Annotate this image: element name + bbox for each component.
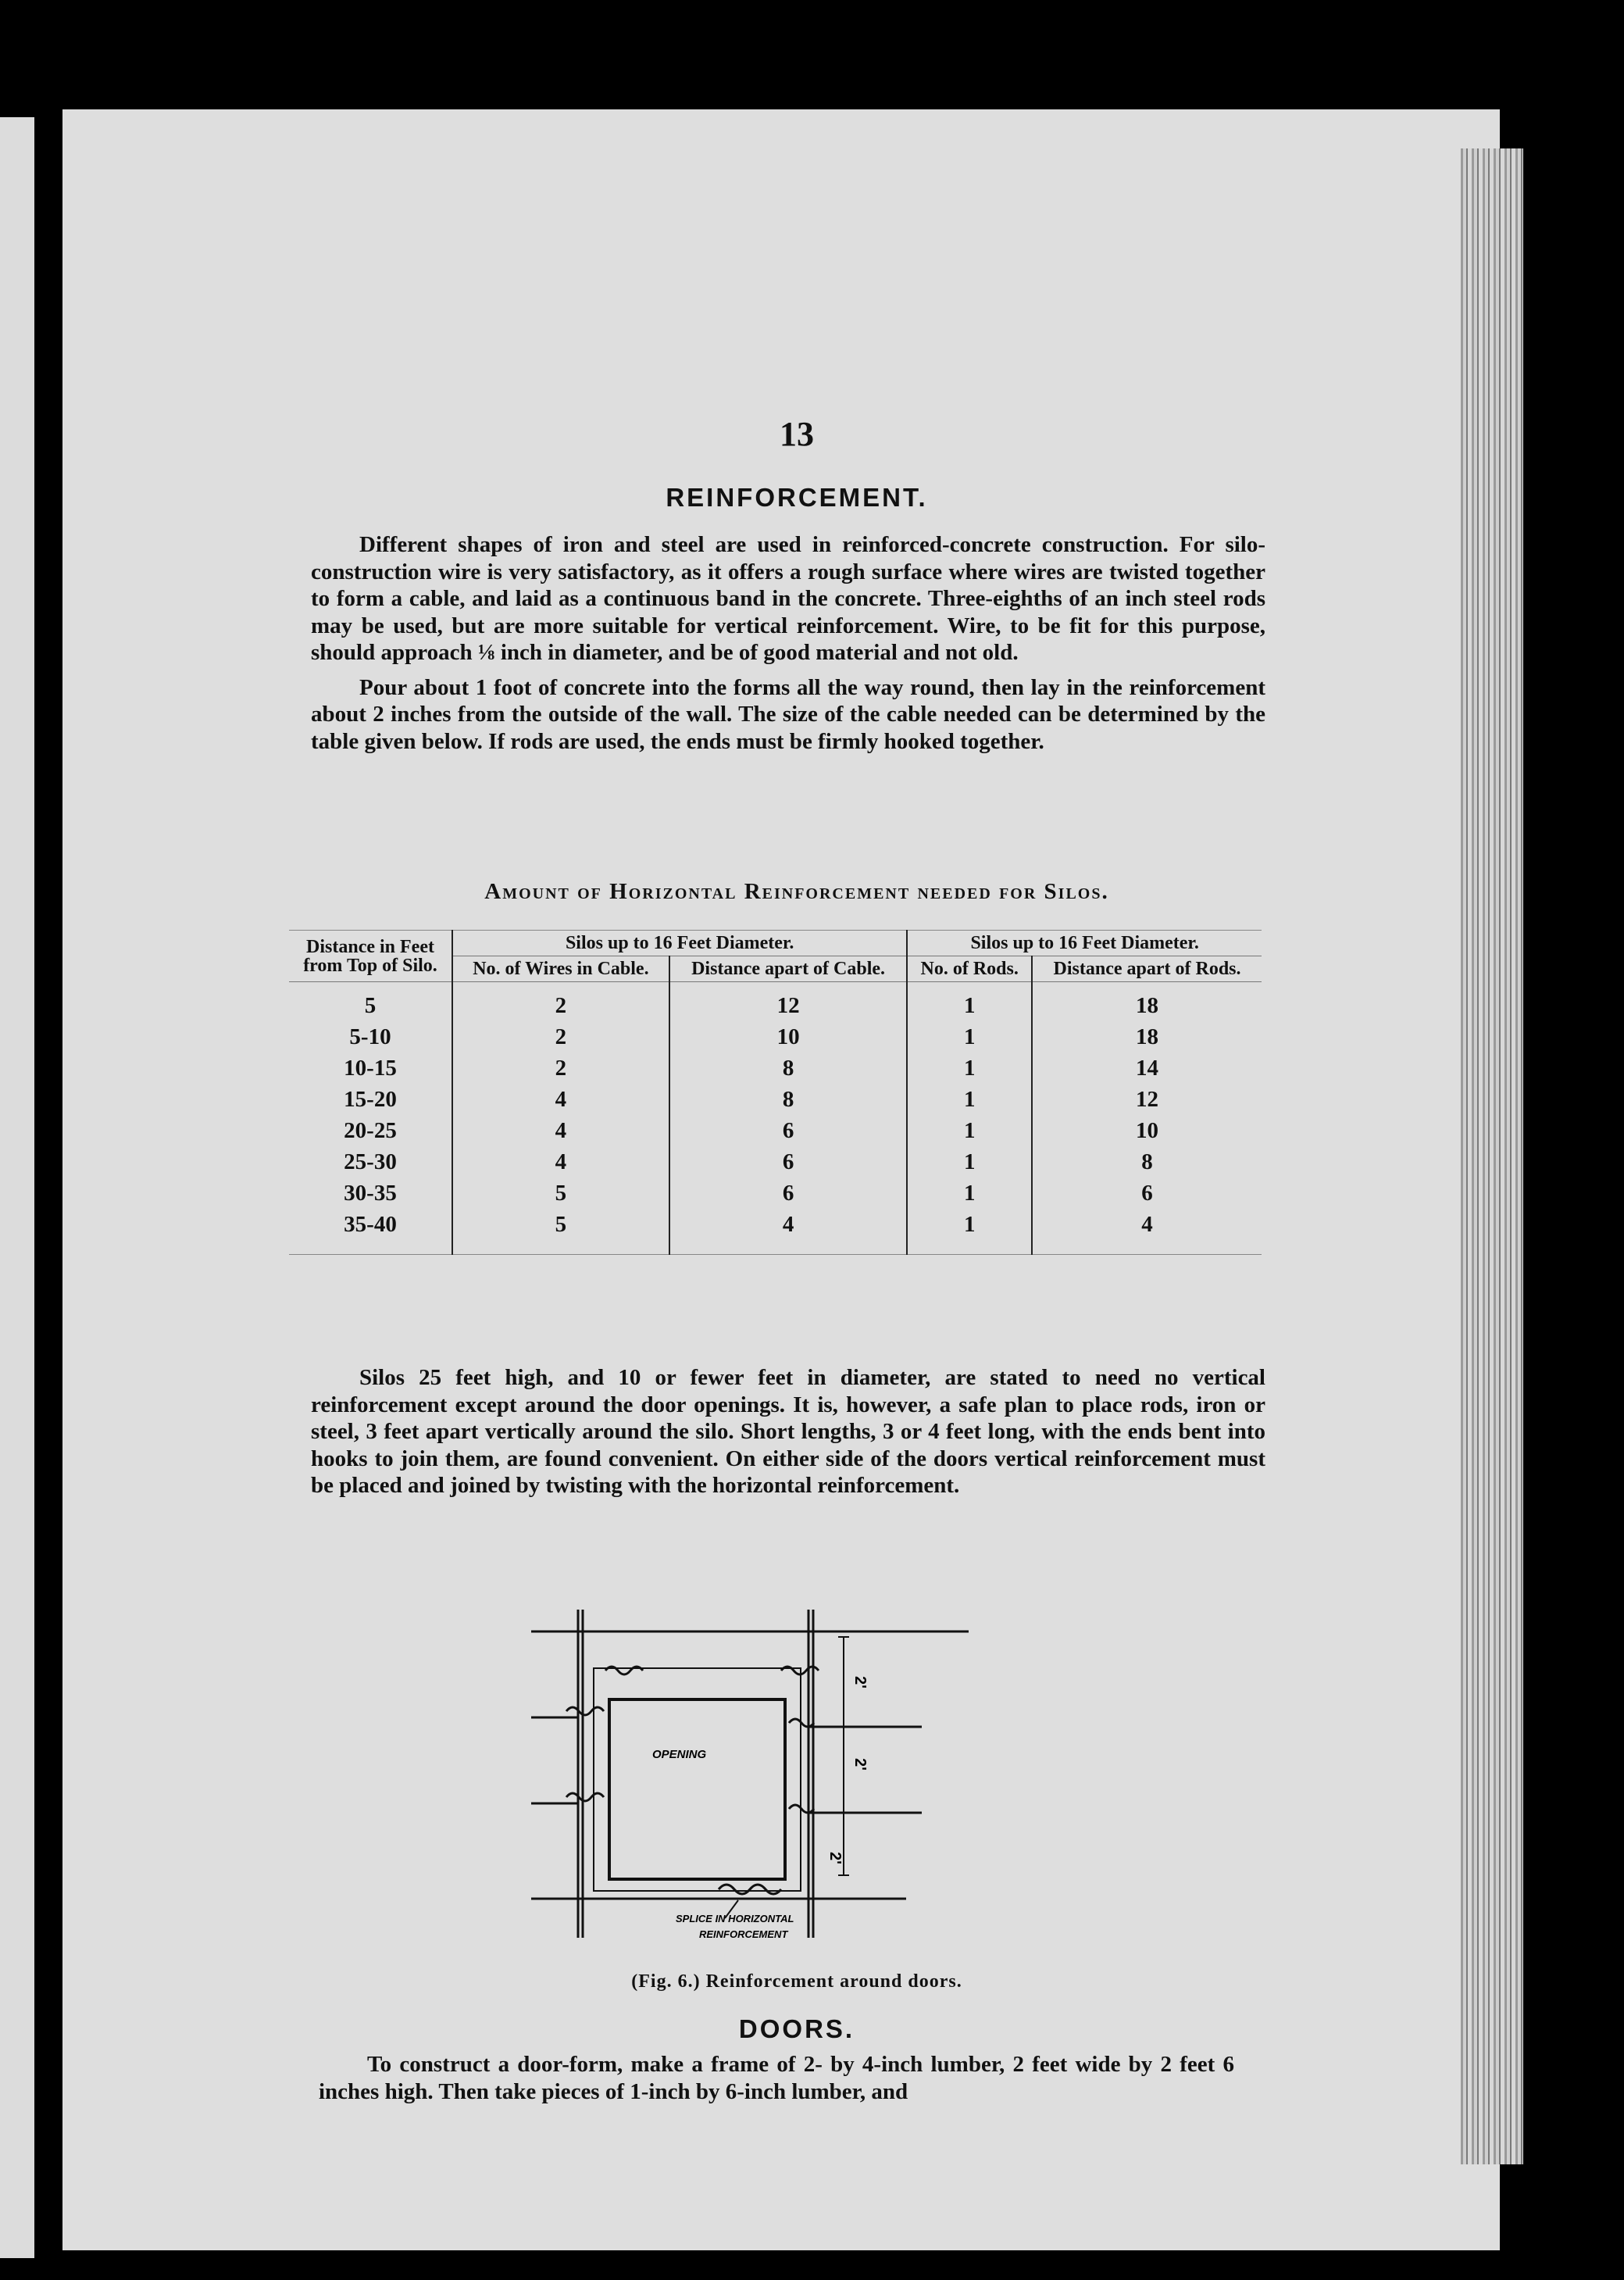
table-cell: 30-35 [344, 1181, 397, 1206]
table-cell: 1 [963, 1118, 976, 1143]
table-cell: 1 [963, 1181, 976, 1206]
group-header: Silos up to 16 Feet Diameter. [452, 931, 907, 956]
group-header: Silos up to 16 Feet Diameter. [907, 931, 1262, 956]
door-reinforcement-diagram [531, 1594, 1000, 1953]
table-cell: 1 [963, 1087, 976, 1112]
table-cell: 1 [963, 993, 976, 1018]
table-cell: 4 [555, 1087, 567, 1112]
table-cell: 1 [963, 1149, 976, 1174]
table-cell: 8 [1141, 1149, 1153, 1174]
adjacent-page-edge [0, 117, 34, 2258]
opening-label: OPENING [652, 1748, 707, 1761]
paragraph: Different shapes of iron and steel are used in reinforced-concrete construction. For silo-construction wire is very satisfactory, as it offers a rough surface where wires are twisted together to form a cable, and laid as a continuous band in the concrete. Three-eighths of an inch steel rods may be used, but are more suitable for vertical reinforcement. Wire, to be fit for this purpose, should approach ⅛ inch in diameter, and be of good material and not old. [311, 532, 1265, 665]
dimension-label: 2' [851, 1758, 869, 1771]
column-header: No. of Wires in Cable. [452, 956, 669, 982]
table-cell: 1 [963, 1024, 976, 1049]
table-cell: 1 [963, 1212, 976, 1237]
paragraph: To construct a door-form, make a frame of 2- by 4-inch lumber, 2 feet wide by 2 feet 6 inches high. Then take pieces of 1-inch by 6-inch lumber, and [319, 2052, 1234, 2104]
table-cell: 12 [776, 993, 800, 1018]
paragraph: Pour about 1 foot of concrete into the forms all the way round, then lay in the reinforcement about 2 inches from the outside of the wall. The size of the cable needed can be determined by the table given below. If rods are used, the ends must be firmly hooked together. [311, 674, 1265, 754]
scanned-page [62, 109, 1500, 2250]
splice-label: REINFORCEMENT [699, 1928, 788, 1940]
table-cell: 10 [776, 1024, 800, 1049]
table-cell: 4 [555, 1149, 567, 1174]
dimension-label: 2' [851, 1676, 869, 1689]
cable-distance-column [669, 982, 908, 1255]
dimension-label: 2' [826, 1852, 844, 1864]
figure-caption: (Fig. 6.) Reinforcement around doors. [631, 1971, 962, 1992]
column-header: No. of Rods. [907, 956, 1032, 982]
section-heading-doors: DOORS. [738, 2014, 855, 2043]
table-cell: 18 [1136, 1024, 1159, 1049]
table-cell: 18 [1136, 993, 1159, 1018]
table-cell: 6 [782, 1149, 794, 1174]
distance-column [289, 982, 452, 1255]
rods-column [907, 982, 1032, 1255]
table-cell: 2 [555, 1056, 567, 1081]
table-cell: 2 [555, 993, 567, 1018]
table-cell: 20-25 [344, 1118, 397, 1143]
page-edge-stack [1461, 148, 1523, 2164]
rod-distance-column [1032, 982, 1262, 1255]
table-cell: 6 [1141, 1181, 1153, 1206]
table-cell: 10 [1136, 1118, 1159, 1143]
table-cell: 5-10 [349, 1024, 391, 1049]
table-cell: 12 [1136, 1087, 1159, 1112]
table-cell: 35-40 [344, 1212, 397, 1237]
column-header: Distance apart of Cable. [669, 956, 908, 982]
vertical-reinforcement-text [311, 1364, 1265, 1499]
table-cell: 6 [782, 1118, 794, 1143]
table-cell: 1 [963, 1056, 976, 1081]
row-header: Distance in Feet from Top of Silo. [289, 931, 452, 982]
splice-label: SPLICE IN HORIZONTAL [676, 1913, 794, 1924]
table-cell: 4 [555, 1118, 567, 1143]
table-cell: 15-20 [344, 1087, 397, 1112]
table-cell: 10-15 [344, 1056, 397, 1081]
doors-text [319, 2051, 1234, 2105]
table-cell: 5 [364, 993, 377, 1018]
table-cell: 4 [782, 1212, 794, 1237]
table-cell: 14 [1136, 1056, 1159, 1081]
table-cell: 4 [1141, 1212, 1153, 1237]
table-cell: 5 [555, 1212, 567, 1237]
table-cell: 5 [555, 1181, 567, 1206]
table-cell: 6 [782, 1181, 794, 1206]
wires-column [452, 982, 669, 1255]
table-cell: 8 [782, 1087, 794, 1112]
table-cell: 8 [782, 1056, 794, 1081]
table-cell: 25-30 [344, 1149, 397, 1174]
section-heading-reinforcement: REINFORCEMENT. [666, 483, 928, 512]
reinforcement-text [311, 531, 1265, 755]
table-title: Amount of Horizontal Reinforcement needed for Silos. [484, 879, 1109, 904]
page-number: 13 [780, 415, 814, 453]
reinforcement-table [289, 930, 1262, 1255]
table-cell: 2 [555, 1024, 567, 1049]
paragraph: Silos 25 feet high, and 10 or fewer feet in diameter, are stated to need no vertical reinforcement except around the door openings. It is, however, a safe plan to place rods, iron or steel, 3 feet apart vertically around the silo. Short lengths, 3 or 4 feet long, with the ends bent into hooks to join them, are found convenient. On either side of the doors vertical reinforcement must be placed and joined by twisting with the horizontal reinforcement. [311, 1365, 1265, 1498]
column-header: Distance apart of Rods. [1032, 956, 1262, 982]
